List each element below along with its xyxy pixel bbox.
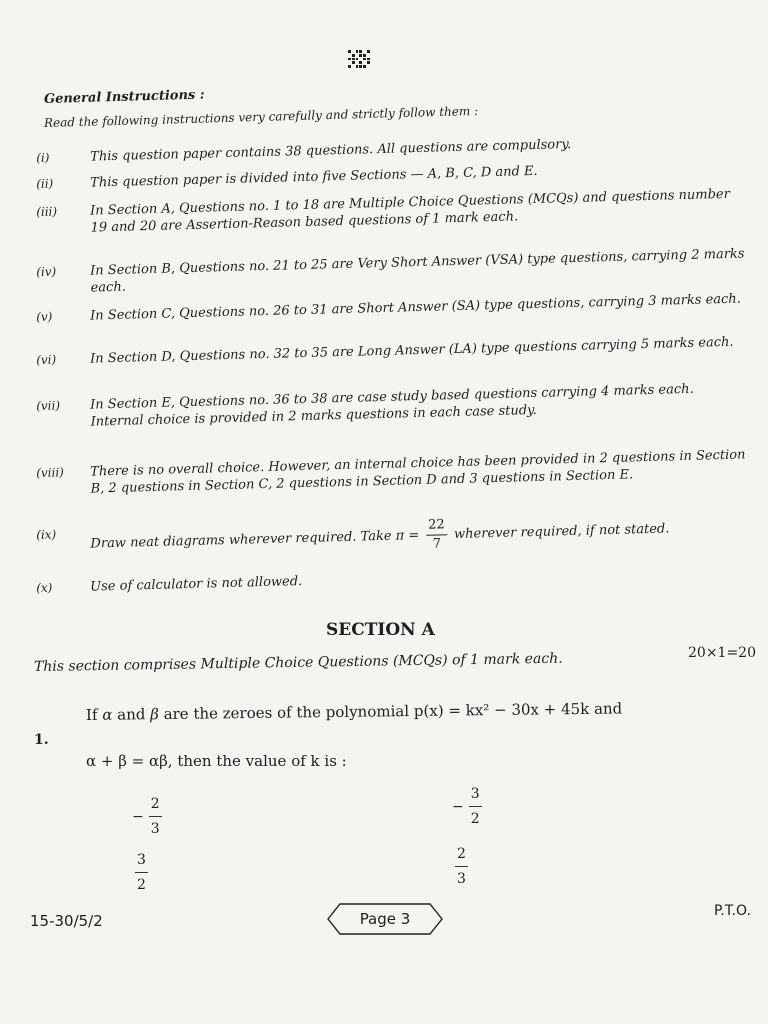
instruction-number: (viii): [36, 465, 65, 480]
fraction-denominator: 3: [457, 871, 466, 887]
instruction-text: This question paper is divided into five Sections — A, B, C, D and E.: [90, 163, 538, 191]
fraction-denominator: 7: [432, 536, 442, 552]
fraction-numerator: 2: [455, 842, 468, 867]
fraction-numerator: 22: [426, 516, 447, 536]
page-number: Page 3: [359, 910, 411, 928]
instruction-item: [36, 290, 756, 326]
question-text-line1: [86, 699, 622, 724]
fraction-denominator: 3: [150, 821, 160, 837]
question-number: 1.: [34, 732, 49, 748]
instruction-item: [36, 185, 757, 238]
option-sign: −: [132, 808, 144, 825]
alpha-symbol: α: [102, 705, 113, 724]
option-c[interactable]: [130, 848, 151, 897]
instruction-text: Use of calculator is not allowed.: [90, 574, 303, 595]
fraction-numerator: 3: [469, 782, 482, 807]
question-text-part: If: [85, 705, 98, 724]
polynomial-expression: p(x) = kx² − 30x + 45k: [413, 699, 590, 720]
instruction-item: [36, 508, 757, 564]
instruction-number: (x): [36, 580, 53, 595]
instruction-number: (i): [36, 150, 50, 165]
instruction-number: (vi): [36, 352, 57, 367]
option-fraction: [135, 848, 148, 897]
instruction-text: This question paper contains 38 questions. All questions are compulsory.: [90, 136, 572, 165]
option-fraction: [149, 792, 162, 841]
option-sign: −: [452, 798, 464, 815]
instruction-text: In Section B, Questions no. 21 to 25 are Very Short Answer (VSA) type questions, carrying 2 marks each.: [90, 246, 745, 296]
section-description: This section comprises Multiple Choice Questions (MCQs) of 1 mark each.: [33, 650, 563, 675]
section-marks: 20×1=20: [688, 645, 756, 661]
paper-code: 15-30/5/2: [30, 912, 103, 930]
page-indicator: [326, 902, 444, 936]
instructions-intro: Read the following instructions very carefully and strictly follow them :: [43, 103, 479, 130]
instruction-item: [36, 333, 756, 369]
option-a[interactable]: [132, 792, 165, 841]
instruction-item: [36, 379, 757, 432]
section-title: SECTION A: [326, 620, 435, 640]
fraction-denominator: 2: [137, 877, 146, 893]
question-text-line2: α + β = αβ, then the value of k is :: [86, 752, 347, 770]
instruction-number: (v): [36, 309, 53, 324]
instruction-text: In Section D, Questions no. 32 to 35 are Long Answer (LA) type questions carrying 5 marks each.: [90, 334, 734, 367]
instruction-text-part: wherever required, if not stated.: [453, 521, 670, 543]
instruction-number: (iii): [36, 204, 58, 219]
question-text-part: and: [593, 699, 623, 718]
instruction-number: (ix): [36, 527, 57, 542]
beta-symbol: β: [150, 705, 159, 724]
instruction-text-part: Draw neat diagrams wherever required. Take π =: [90, 527, 420, 552]
pto-label: P.T.O.: [714, 903, 751, 919]
option-fraction: [469, 782, 482, 831]
option-fraction: [455, 842, 468, 891]
question-text-part: and: [117, 705, 146, 724]
option-d[interactable]: [450, 842, 471, 891]
instruction-number: (vii): [36, 398, 61, 413]
instruction-text: [90, 508, 751, 562]
fraction-denominator: 2: [470, 811, 480, 827]
instruction-text: There is no overall choice. However, an internal choice has been provided in 2 questions in Section B, 2 questions in Section C, 2 questions in Section D and 3 questions in Section E.: [90, 447, 746, 497]
instruction-number: (iv): [36, 264, 57, 279]
fraction-numerator: 2: [149, 792, 162, 817]
instruction-item: [36, 446, 757, 499]
instruction-item: [36, 245, 757, 298]
question-text-part: are the zeroes of the polynomial: [163, 702, 410, 724]
instruction-text: In Section C, Questions no. 26 to 31 are Short Answer (SA) type questions, carrying 3 marks each.: [90, 291, 742, 324]
fraction-numerator: 3: [135, 848, 148, 873]
instruction-text: In Section A, Questions no. 1 to 18 are Multiple Choice Questions (MCQs) and questions number 19 and 20 are Assertion-Reason based questions of 1 mark each.: [90, 186, 731, 236]
instruction-number: (ii): [36, 176, 54, 191]
instruction-text: In Section E, Questions no. 36 to 38 are case study based questions carrying 4 marks each. Internal choice is provided in 2 marks questions in each case study.: [90, 381, 694, 430]
general-instructions-title: General Instructions :: [43, 87, 205, 107]
option-b[interactable]: [452, 782, 485, 831]
pi-fraction: [426, 516, 448, 554]
qr-code-icon: [348, 50, 370, 68]
instruction-item: [36, 561, 756, 597]
